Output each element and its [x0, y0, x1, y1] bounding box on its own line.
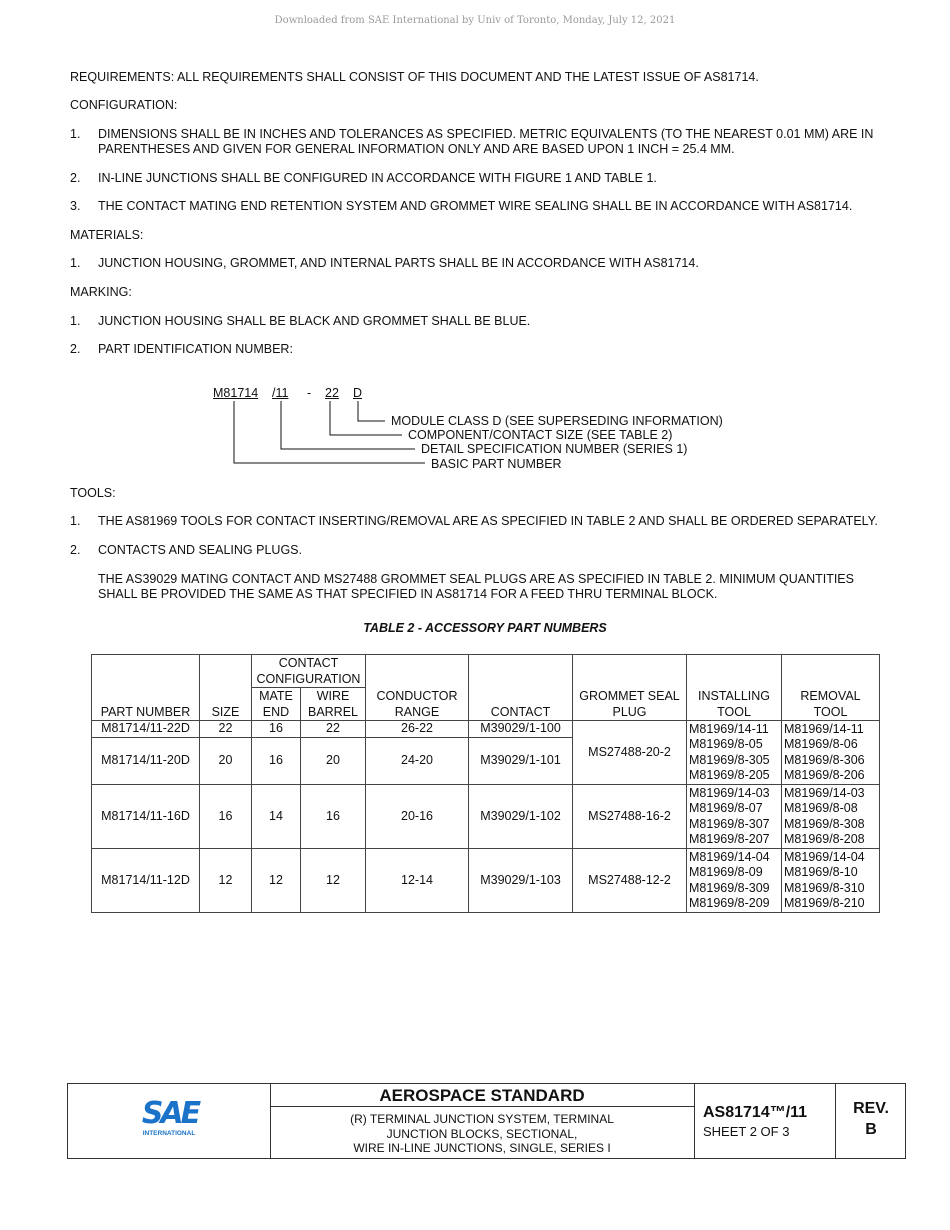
- cell-size: 16: [200, 785, 252, 849]
- tool-item: M81969/14-11: [689, 721, 769, 736]
- tool-item: M81969/14-03: [784, 785, 865, 800]
- cell-installing-tools: [687, 849, 782, 913]
- cell-conductor-range: 26-22: [366, 721, 469, 738]
- table-row: [92, 721, 880, 738]
- cell-wire-barrel: 12: [301, 849, 366, 913]
- configuration-item-3: THE CONTACT MATING END RETENTION SYSTEM AND GROMMET WIRE SEALING SHALL BE IN ACCORDANCE WITH AS81714.: [98, 199, 853, 213]
- tools-paragraph: THE AS39029 MATING CONTACT AND MS27488 GROMMET SEAL PLUGS ARE AS SPECIFIED IN TABLE 2. MINIMUM QUANTITIES SHALL BE PROVIDED THE SAME AS THAT SPECIFIED IN AS81714 FOR A FEED THRU TERMINAL BLOCK.: [98, 572, 854, 601]
- tool-item: M81969/8-305: [689, 752, 770, 767]
- document-id-cell: [694, 1084, 836, 1158]
- cell-grommet: MS27488-20-2: [573, 721, 687, 785]
- cell-contact: M39029/1-103: [469, 849, 573, 913]
- cell-contact: M39029/1-100: [469, 721, 573, 738]
- tool-item: M81969/8-206: [784, 768, 865, 782]
- list-number: 1.: [70, 256, 81, 270]
- cell-contact: M39029/1-101: [469, 738, 573, 785]
- cell-removal-tools: [782, 721, 880, 785]
- cell-mate-end: 12: [252, 849, 301, 913]
- sae-logo-mark: SAE: [141, 1096, 199, 1131]
- table-row: [92, 785, 880, 849]
- part-base: M81714: [213, 386, 259, 400]
- table-row: [92, 849, 880, 913]
- list-number: 1.: [70, 127, 81, 141]
- accessory-table: [91, 654, 880, 913]
- standard-title: AEROSPACE STANDARD: [270, 1084, 694, 1107]
- tools-item-1: THE AS81969 TOOLS FOR CONTACT INSERTING/REMOVAL ARE AS SPECIFIED IN TABLE 2 AND SHALL BE ORDERED SEPARATELY.: [98, 514, 878, 528]
- header-installing-tool: INSTALLING TOOL: [687, 655, 782, 721]
- configuration-item-2: IN-LINE JUNCTIONS SHALL BE CONFIGURED IN ACCORDANCE WITH FIGURE 1 AND TABLE 1.: [98, 171, 657, 185]
- header-part-number: PART NUMBER: [92, 655, 200, 721]
- table-title: TABLE 2 - ACCESSORY PART NUMBERS: [363, 621, 607, 635]
- label-module-class: MODULE CLASS D (SEE SUPERSEDING INFORMATION): [391, 414, 723, 428]
- cell-wire-barrel: 16: [301, 785, 366, 849]
- sae-logo-subtext: INTERNATIONAL: [142, 1130, 196, 1137]
- cell-contact: M39029/1-102: [469, 785, 573, 849]
- tool-item: M81969/8-207: [689, 832, 770, 846]
- cell-grommet: MS27488-12-2: [573, 849, 687, 913]
- cell-wire-barrel: 22: [301, 721, 366, 738]
- tool-item: M81969/8-306: [784, 752, 865, 767]
- revision-cell: [835, 1084, 907, 1158]
- tool-item: M81969/8-208: [784, 832, 865, 846]
- document-id: AS81714™/11: [703, 1104, 808, 1121]
- cell-part-number: M81714/11-12D: [92, 849, 200, 913]
- cell-mate-end: 14: [252, 785, 301, 849]
- logo-cell: [68, 1084, 271, 1158]
- configuration-item-1: DIMENSIONS SHALL BE IN INCHES AND TOLERANCES AS SPECIFIED. METRIC EQUIVALENTS (TO THE NEAREST 0.01 MM) ARE IN PARENTHESES AND GIVEN FOR GENERAL INFORMATION ONLY AND ARE BASED UPON 1 INCH = 25.4 MM.: [98, 127, 874, 156]
- sheet-number: SHEET 2 OF 3: [703, 1124, 790, 1139]
- list-number: 2.: [70, 543, 81, 557]
- label-contact-size: COMPONENT/CONTACT SIZE (SEE TABLE 2): [408, 428, 673, 442]
- header-removal-tool: REMOVAL TOOL: [782, 655, 880, 721]
- label-basic-part: BASIC PART NUMBER: [431, 457, 562, 471]
- cell-conductor-range: 20-16: [366, 785, 469, 849]
- tool-item: M81969/14-11: [784, 721, 864, 736]
- cell-installing-tools: [687, 721, 782, 785]
- cell-mate-end: 16: [252, 738, 301, 785]
- cell-grommet: MS27488-16-2: [573, 785, 687, 849]
- header-wire-barrel: WIRE BARREL: [301, 688, 366, 721]
- cell-removal-tools: [782, 785, 880, 849]
- title-block: [67, 1083, 906, 1159]
- cell-installing-tools: [687, 785, 782, 849]
- cell-size: 22: [200, 721, 252, 738]
- description-line: WIRE IN-LINE JUNCTIONS, SINGLE, SERIES I: [353, 1141, 611, 1155]
- list-number: 2.: [70, 342, 81, 356]
- tool-item: M81969/8-08: [784, 801, 858, 815]
- part-spec: /11: [272, 386, 289, 400]
- configuration-heading: CONFIGURATION:: [70, 98, 178, 112]
- cell-part-number: M81714/11-16D: [92, 785, 200, 849]
- marking-item-1: JUNCTION HOUSING SHALL BE BLACK AND GROMMET SHALL BE BLUE.: [98, 314, 531, 328]
- header-conductor-range: CONDUCTOR RANGE: [366, 655, 469, 721]
- description-line: (R) TERMINAL JUNCTION SYSTEM, TERMINAL: [350, 1112, 614, 1126]
- document-description: [270, 1112, 694, 1156]
- revision-value: B: [865, 1121, 877, 1138]
- list-number: 1.: [70, 514, 81, 528]
- title-cell: [270, 1084, 695, 1158]
- tool-item: M81969/8-09: [689, 865, 763, 879]
- cell-conductor-range: 24-20: [366, 738, 469, 785]
- tool-item: M81969/14-03: [689, 785, 770, 800]
- cell-size: 20: [200, 738, 252, 785]
- tool-item: M81969/14-04: [784, 849, 865, 864]
- list-number: 3.: [70, 199, 81, 213]
- header-grommet-seal-plug: GROMMET SEAL PLUG: [573, 655, 687, 721]
- tool-item: M81969/8-205: [689, 768, 770, 782]
- tools-item-2: CONTACTS AND SEALING PLUGS.: [98, 543, 302, 557]
- header-contact-configuration: CONTACT CONFIGURATION: [252, 655, 366, 688]
- tool-item: M81969/14-04: [689, 849, 770, 864]
- part-class: D: [353, 386, 363, 400]
- materials-heading: MATERIALS:: [70, 228, 144, 242]
- tool-item: M81969/8-310: [784, 880, 865, 895]
- tool-item: M81969/8-209: [689, 896, 770, 910]
- tool-item: M81969/8-10: [784, 865, 858, 879]
- tool-item: M81969/8-308: [784, 816, 865, 831]
- cell-part-number: M81714/11-20D: [92, 738, 200, 785]
- requirements-text: REQUIREMENTS: ALL REQUIREMENTS SHALL CONSIST OF THIS DOCUMENT AND THE LATEST ISSUE OF AS81714.: [70, 70, 759, 84]
- tool-item: M81969/8-05: [689, 737, 763, 751]
- tool-item: M81969/8-210: [784, 896, 865, 910]
- tools-heading: TOOLS:: [70, 486, 116, 500]
- header-size: SIZE: [200, 655, 252, 721]
- part-id-leader-lines: [0, 0, 950, 480]
- tool-item: M81969/8-307: [689, 816, 770, 831]
- cell-wire-barrel: 20: [301, 738, 366, 785]
- marking-item-2: PART IDENTIFICATION NUMBER:: [98, 342, 293, 356]
- label-detail-spec: DETAIL SPECIFICATION NUMBER (SERIES 1): [421, 442, 688, 456]
- cell-part-number: M81714/11-22D: [92, 721, 200, 738]
- materials-item-1: JUNCTION HOUSING, GROMMET, AND INTERNAL PARTS SHALL BE IN ACCORDANCE WITH AS81714.: [98, 256, 699, 270]
- cell-conductor-range: 12-14: [366, 849, 469, 913]
- header-contact: CONTACT: [469, 655, 573, 721]
- list-number: 1.: [70, 314, 81, 328]
- tool-item: M81969/8-309: [689, 880, 770, 895]
- list-number: 2.: [70, 171, 81, 185]
- cell-mate-end: 16: [252, 721, 301, 738]
- cell-size: 12: [200, 849, 252, 913]
- download-watermark: Downloaded from SAE International by Univ of Toronto, Monday, July 12, 2021: [274, 15, 676, 26]
- part-size: 22: [325, 386, 339, 400]
- description-line: JUNCTION BLOCKS, SECTIONAL,: [386, 1126, 578, 1141]
- sae-logo: [136, 1095, 206, 1139]
- tool-item: M81969/8-07: [689, 801, 763, 815]
- marking-heading: MARKING:: [70, 285, 132, 299]
- tool-item: M81969/8-06: [784, 737, 858, 751]
- part-dash: -: [307, 386, 312, 400]
- header-mate-end: MATE END: [252, 688, 301, 721]
- revision-label: REV.: [853, 1100, 889, 1117]
- cell-removal-tools: [782, 849, 880, 913]
